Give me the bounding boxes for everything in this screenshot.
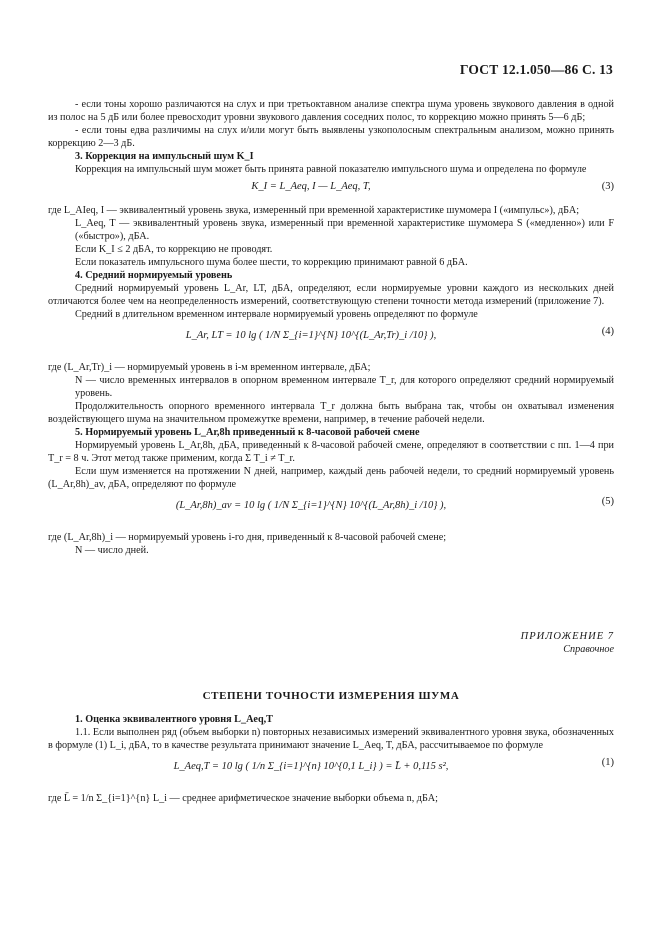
main-column: [48, 98, 614, 557]
section-3-intro: Коррекция на импульсный шум может быть принята равной показателю импульсного шума и определена по формуле: [75, 164, 587, 175]
appendix-formula-1: [48, 752, 614, 792]
formula-3: [48, 176, 614, 204]
formula-4: [48, 321, 614, 361]
appendix-label: ПРИЛОЖЕНИЕ 7: [520, 631, 614, 642]
tone-note-2: - если тоны едва различимы на слух и/или могут быть выявлены узкополосным спектральным анализом, можно принять коррекцию 2—3 дБ.: [48, 125, 614, 149]
appendix-section-1-paragraph: 1.1. Если выполнен ряд (объем выборки n) повторных независимых измерений эквивалентного уровня звука, обозначенных в формуле (1) L_i, дБА, то в качестве результата принимают значение L_Aeq, T, дБА, рассчитываемое по формуле: [48, 727, 614, 751]
section-5-p2: Если шум изменяется на протяжении N дней, например, каждый день рабочей недели, то средний нормируемый уровень (L_Ar,8h)_av, дБА, определяют по формуле: [48, 466, 614, 490]
section-3-rule-2: Если показатель импульсного шума более шести, то коррекцию принимают равной 6 дБА.: [75, 257, 468, 268]
formula-5-number: (5): [601, 496, 614, 507]
appendix-formula-1-number: (1): [601, 757, 614, 768]
section-4-p2: Средний в длительном временном интервале нормируемый уровень определяют по формуле: [75, 309, 478, 320]
appendix-formula-1-body: L_Aeq,T = 10 lg ( 1/n Σ_{i=1}^{n} 10^{0,1 L_i} ) = L̄ + 0,115 s²,: [173, 761, 449, 772]
section-5-heading: 5. Нормируемый уровень L_Ar,8h приведенный к 8-часовой рабочей смене: [75, 427, 420, 438]
appendix-section-1-heading: 1. Оценка эквивалентного уровня L_Aeq,T: [75, 714, 273, 725]
tone-note-1: - если тоны хорошо различаются на слух и при третьоктавном анализе спектра шума уровень звукового давления в одной из полос на 5 дБ или более превосходит уровни звукового давления соседних полос, то коррекцию можно принять 5—6 дБ;: [48, 99, 614, 123]
section-3-where-2: L_Aeq, T — эквивалентный уровень звука, измеренный при временной характеристике шумомера S («медленно») или F («быстро»), дБА.: [75, 218, 614, 242]
section-3-where-1: где L_AIeq, I — эквивалентный уровень звука, измеренный при временной характеристике шумомера I («импульс»), дБА;: [48, 205, 580, 216]
appendix-title: СТЕПЕНИ ТОЧНОСТИ ИЗМЕРЕНИЯ ШУМА: [202, 690, 460, 702]
section-4-p3: Продолжительность опорного временного интервала T_r должна быть выбрана так, чтобы он охватывал изменения воздействующего шума на значительном промежутке времени, например, в течение рабочей недели.: [48, 401, 614, 425]
section-4-heading: 4. Средний нормируемый уровень: [75, 270, 233, 281]
appendix-block: [48, 630, 614, 805]
formula-4-body: L_Ar, LT = 10 lg ( 1/N Σ_{i=1}^{N} 10^{(L_Ar,Tr)_i /10} ),: [185, 330, 437, 341]
formula-5-body: (L_Ar,8h)_av = 10 lg ( 1/N Σ_{i=1}^{N} 10^{(L_Ar,8h)_i /10} ),: [175, 500, 447, 511]
section-5-where-2: N — число дней.: [75, 545, 149, 556]
section-4-where-2: N — число временных интервалов в опорном временном интервале T_r, для которого определяют средний нормируемый уровень.: [75, 375, 614, 399]
appendix-where: где L̄ = 1/n Σ_{i=1}^{n} L_i — среднее арифметическое значение выборки объема n, дБА;: [48, 793, 438, 804]
formula-5: [48, 491, 614, 531]
section-4-where-1: где (L_Ar,Tr)_i — нормируемый уровень в i-м временном интервале, дБА;: [48, 362, 371, 373]
section-3-rule-1: Если K_I ≤ 2 дБА, то коррекцию не проводят.: [75, 244, 273, 255]
formula-4-number: (4): [601, 326, 614, 337]
section-5-where-1: где (L_Ar,8h)_i — нормируемый уровень i-го дня, приведенный к 8-часовой рабочей смене;: [48, 532, 447, 543]
formula-3-number: (3): [601, 181, 614, 192]
appendix-status: Справочное: [563, 644, 614, 655]
section-5-p1: Нормируемый уровень L_Ar,8h, дБА, приведенный к 8-часовой рабочей смене, определяют в соответствии с пп. 1—4 при T_r = 8 ч. Этот метод также применим, когда Σ T_i ≠ T_r.: [48, 440, 614, 464]
formula-3-body: K_I = L_Aeq, I — L_Aeq, T,: [251, 181, 371, 192]
running-title: ГОСТ 12.1.050—86 С. 13: [459, 62, 613, 77]
section-3-heading: 3. Коррекция на импульсный шум K_I: [75, 151, 254, 162]
section-4-p1: Средний нормируемый уровень L_Ar, LT, дБА, определяют, если нормируемые уровни каждого из нескольких дней отличаются более чем на неопределенность измерений, соответствующую степени точности метода измерений (приложение 7).: [48, 283, 614, 307]
